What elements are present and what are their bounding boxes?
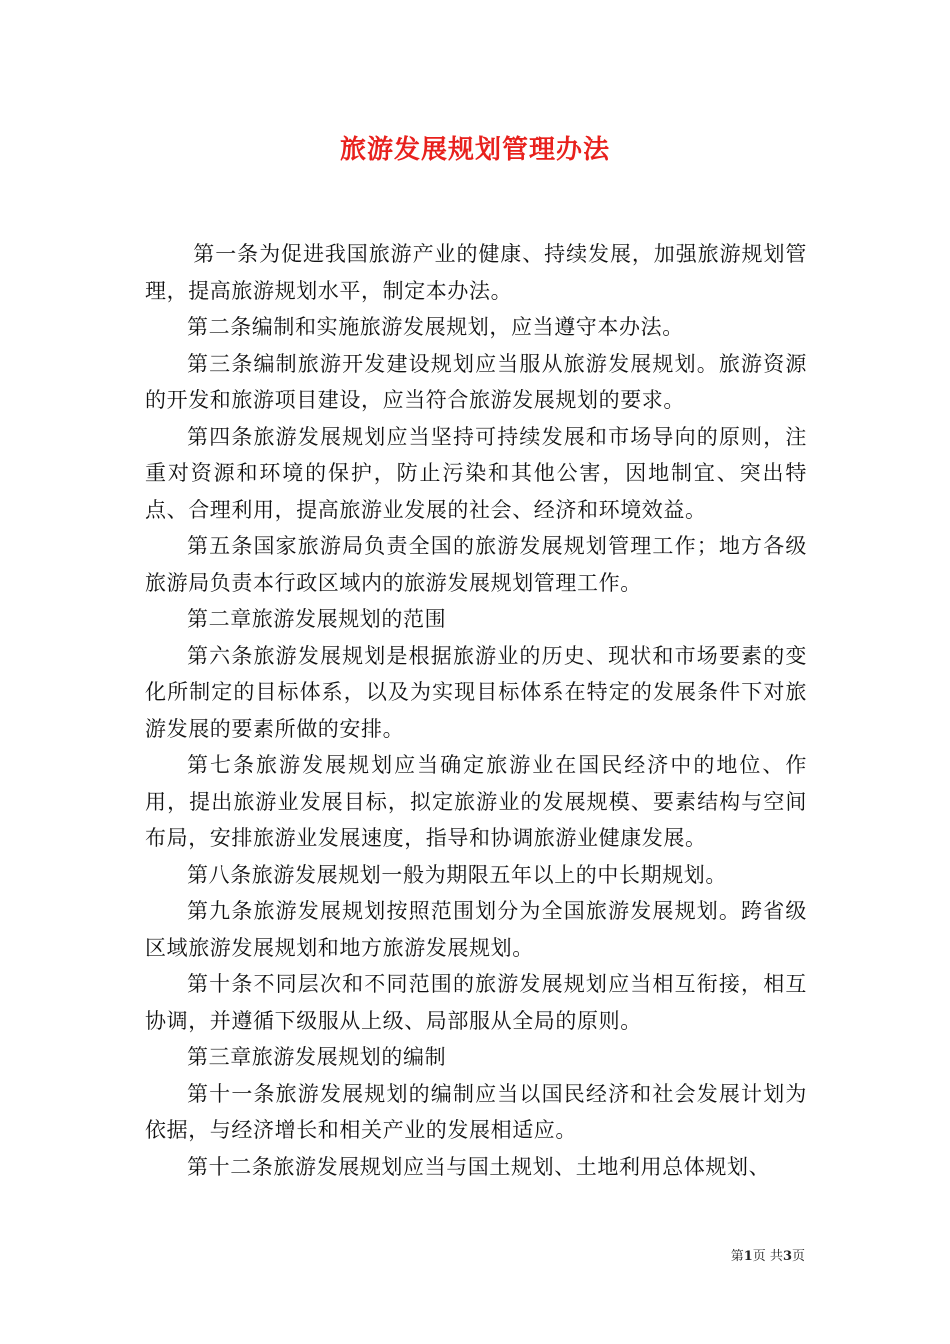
footer-suffix: 页 xyxy=(791,1249,805,1264)
article-3-paragraph: 第三条编制旅游开发建设规划应当服从旅游发展规划。旅游资源的开发和旅游项目建设，应当符合旅游发展规划的要求。 xyxy=(145,351,807,412)
footer-middle: 页 共 xyxy=(752,1249,783,1264)
article-8-paragraph: 第八条旅游发展规划一般为期限五年以上的中长期规划。 xyxy=(187,862,727,887)
article-10-paragraph: 第十条不同层次和不同范围的旅游发展规划应当相互衔接，相互协调，并遵循下级服从上级、局部服从全局的原则。 xyxy=(145,972,807,1033)
article-2-paragraph: 第二条编制和实施旅游发展规划，应当遵守本办法。 xyxy=(187,315,684,339)
article-5-paragraph: 第五条国家旅游局负责全国的旅游发展规划管理工作；地方各级旅游局负责本行政区域内的旅游发展规划管理工作。 xyxy=(145,534,807,595)
chapter-2-heading: 第二章旅游发展规划的范围 xyxy=(187,607,447,631)
document-body xyxy=(145,236,807,1185)
page-number-footer xyxy=(731,1248,805,1266)
article-4-paragraph: 第四条旅游发展规划应当坚持可持续发展和市场导向的原则，注重对资源和环境的保护，防止污染和其他公害，因地制宜、突出特点、合理利用，提高旅游业发展的社会、经济和环境效益。 xyxy=(145,424,807,522)
footer-prefix: 第 xyxy=(730,1249,744,1264)
current-page-number: 1 xyxy=(743,1249,753,1264)
chapter-3-heading: 第三章旅游发展规划的编制 xyxy=(187,1045,447,1069)
total-pages-number: 3 xyxy=(782,1249,792,1264)
document-title: 旅游发展规划管理办法 xyxy=(339,135,610,165)
article-11-paragraph: 第十一条旅游发展规划的编制应当以国民经济和社会发展计划为依据，与经济增长和相关产业的发展相适应。 xyxy=(145,1081,807,1142)
article-1-paragraph: 第一条为促进我国旅游产业的健康、持续发展，加强旅游规划管理，提高旅游规划水平，制定本办法。 xyxy=(145,242,807,303)
article-7-paragraph: 第七条旅游发展规划应当确定旅游业在国民经济中的地位、作用，提出旅游业发展目标，拟定旅游业的发展规模、要素结构与空间布局，安排旅游业发展速度，指导和协调旅游业健康发展。 xyxy=(145,753,807,850)
article-9-paragraph: 第九条旅游发展规划按照范围划分为全国旅游发展规划。跨省级区域旅游发展规划和地方旅游发展规划。 xyxy=(145,899,807,960)
article-6-paragraph: 第六条旅游发展规划是根据旅游业的历史、现状和市场要素的变化所制定的目标体系，以及为实现目标体系在特定的发展条件下对旅游发展的要素所做的安排。 xyxy=(145,643,807,741)
article-12-paragraph: 第十二条旅游发展规划应当与国土规划、土地利用总体规划、 xyxy=(187,1154,771,1179)
